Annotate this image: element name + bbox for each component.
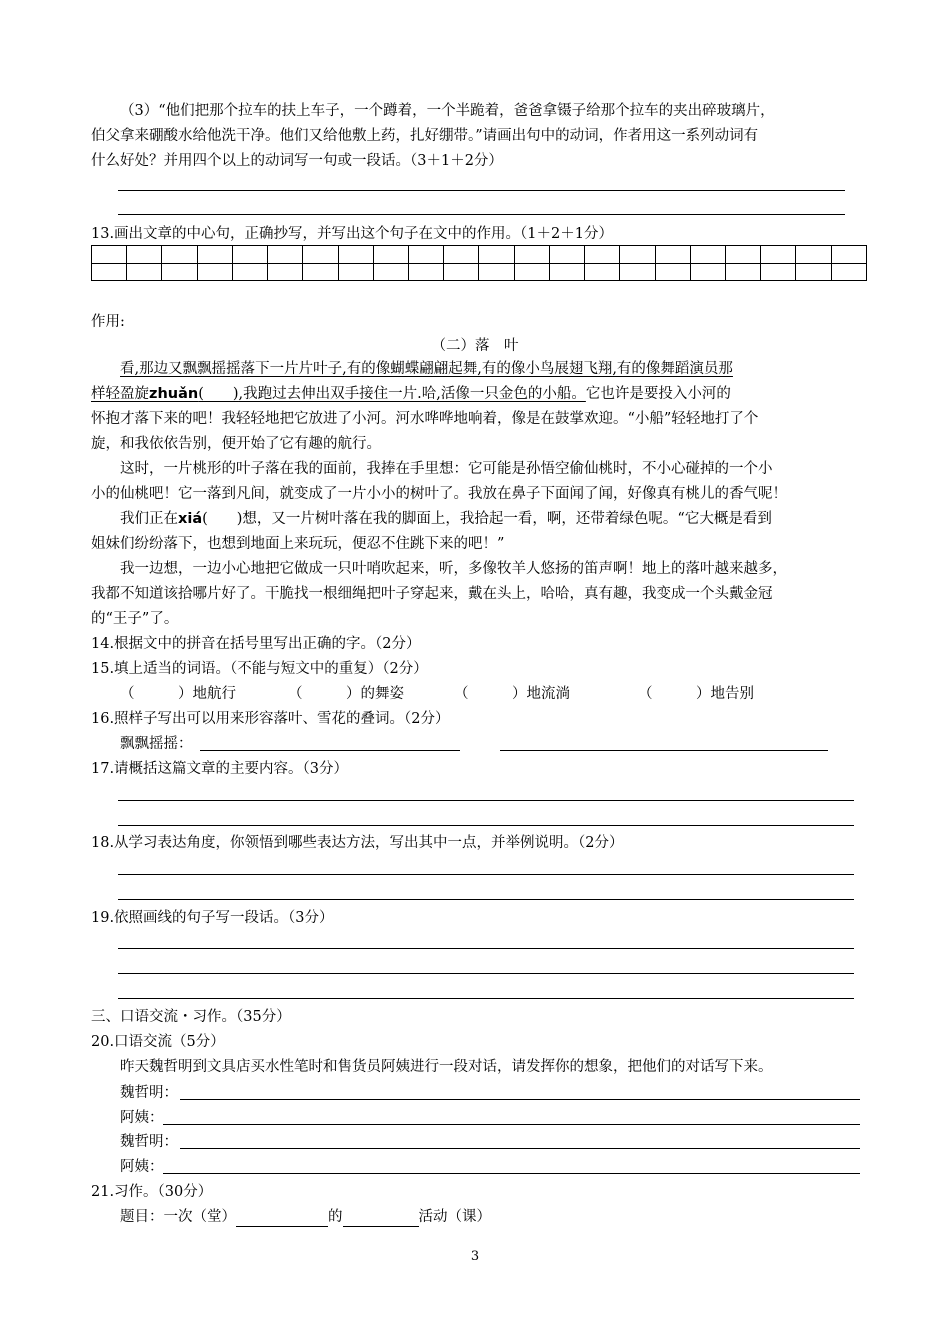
grid-cell[interactable] [197,263,232,281]
grid-cell[interactable] [197,246,232,264]
answer-line[interactable] [118,825,854,826]
grid-cell[interactable] [479,263,514,281]
answer-line[interactable] [118,190,845,191]
grid-cell[interactable] [338,246,373,264]
q17-question: 17.请概括这篇文章的主要内容。（3分） [91,761,349,777]
composition-title [120,1207,491,1227]
q15-item[interactable]: （ ）的舞姿 [288,686,404,702]
grid-cell[interactable] [761,246,796,264]
grid-cell[interactable] [831,263,866,281]
underlined-sentence: 看,那边又飘飘摇摇落下一片片叶子,有的像蝴蝶翩翩起舞,有的像小鸟展翅飞翔,有的像舞蹈演员那 [120,361,733,377]
dialogue-line[interactable] [163,1173,860,1174]
grid-cell[interactable] [831,246,866,264]
grid-cell[interactable] [549,263,584,281]
speaker-label: 魏哲明： [120,1134,178,1150]
grid-cell[interactable] [761,263,796,281]
grid-cell[interactable] [373,246,408,264]
grid-cell[interactable] [408,246,443,264]
q21-question: 21.习作。（30分） [91,1184,213,1200]
grid-cell[interactable] [690,263,725,281]
q15-item[interactable]: （ ）地流淌 [454,686,570,702]
passage-line [91,384,731,404]
grid-cell[interactable] [620,246,655,264]
grid-cell[interactable] [549,246,584,264]
sentence: ( )想，又一片树叶落在我的脚面上，我拾起一看，啊，还带着绿色呢。“它大概是看到 [202,511,772,527]
title-prefix: 题目：一次（堂） [120,1209,236,1225]
underlined-sentence: ,我跑过去伸出双手接住一片.哈,活像一只金色的小船。 [238,386,586,402]
grid-cell[interactable] [338,263,373,281]
q16-question: 16.照样子写出可以用来形容落叶、雪花的叠词。（2分） [91,711,450,727]
effect-label: 作用: [91,314,125,330]
grid-cell[interactable] [585,246,620,264]
answer-line[interactable] [118,973,854,974]
passage-line: 这时，一片桃形的叶子落在我的面前，我捧在手里想：它可能是孙悟空偷仙桃时，不小心碰掉的一个小 [120,461,773,477]
passage-line: 我一边想，一边小心地把它做成一只叶哨吹起来，听，多像牧羊人悠扬的笛声啊！地上的落叶越来越多， [120,561,787,577]
grid-cell[interactable] [373,263,408,281]
grid-cell[interactable] [92,246,127,264]
grid-cell[interactable] [162,246,197,264]
grid-cell[interactable] [655,263,690,281]
grid-cell[interactable] [444,246,479,264]
answer-line[interactable] [118,800,854,801]
passage-line: 我都不知道该拾哪片好了。干脆找一根细绳把叶子穿起来，戴在头上，哈哈，真有趣，我变成一个头戴金冠 [91,586,773,602]
answer-line[interactable] [500,750,828,751]
q20-question: 20.口语交流（5分） [91,1034,225,1050]
q12-3-line2: 伯父拿来硼酸水给他洗干净。他们又给他敷上药，扎好绷带。”请画出句中的动词，作者用这一系列动词有 [91,128,759,144]
passage-line: 怀抱才落下来的吧！我轻轻地把它放进了小河。河水哗哗地响着，像是在鼓掌欢迎。“小船”轻轻地打了个 [91,411,759,427]
sentence: 它也许是要投入小河的 [585,386,731,402]
grid-cell[interactable] [268,246,303,264]
dialogue-line[interactable] [180,1148,860,1149]
passage-line: 的“王子”了。 [91,611,179,627]
grid-cell[interactable] [92,263,127,281]
underlined-sentence: 样轻盈旋 [91,386,149,402]
grid-cell[interactable] [127,263,162,281]
grid-cell[interactable] [162,263,197,281]
grid-row [92,263,867,281]
speaker-label: 阿姨： [120,1110,164,1126]
passage-line [120,509,772,529]
answer-line[interactable] [118,214,845,215]
page-number: 3 [470,1249,480,1264]
q12-3-line1: （3）“他们把那个拉车的扶上车子，一个蹲着，一个半跪着，爸爸拿镊子给那个拉车的夹出碎玻璃片， [120,103,775,119]
q16-example: 飘飘摇摇： [120,736,193,752]
grid-cell[interactable] [585,263,620,281]
grid-cell[interactable] [444,263,479,281]
q18-question: 18.从学习表达角度，你领悟到哪些表达方法，写出其中一点，并举例说明。（2分） [91,835,624,851]
passage-title: （二）落 叶 [431,338,519,354]
grid-cell[interactable] [725,246,760,264]
q15-question: 15.填上适当的词语。（不能与短文中的重复）（2分） [91,661,428,677]
grid-cell[interactable] [303,263,338,281]
grid-cell[interactable] [514,246,549,264]
title-suffix: 活动（课） [418,1209,491,1225]
grid-cell[interactable] [796,263,831,281]
pinyin: zhuǎn [149,386,199,402]
grid-cell[interactable] [655,246,690,264]
q15-item[interactable]: （ ）地告别 [638,686,754,702]
grid-cell[interactable] [303,246,338,264]
answer-line[interactable] [118,874,854,875]
grid-cell[interactable] [620,263,655,281]
speaker-label: 阿姨： [120,1159,164,1175]
passage-line: 姐妹们纷纷落下，也想到地面上来玩玩，便忍不住跳下来的吧！” [91,536,505,552]
grid-cell[interactable] [127,246,162,264]
speaker-label: 魏哲明： [120,1085,178,1101]
grid-cell[interactable] [725,263,760,281]
grid-cell[interactable] [232,263,267,281]
title-mid: 的 [328,1209,343,1225]
answer-line[interactable] [200,750,460,751]
grid-cell[interactable] [479,246,514,264]
answer-bracket[interactable]: ( ) [198,386,239,402]
title-blank[interactable] [343,1210,419,1227]
grid-cell[interactable] [408,263,443,281]
grid-cell[interactable] [690,246,725,264]
grid-cell[interactable] [796,246,831,264]
q20-prompt: 昨天魏哲明到文具店买水性笔时和售货员阿姨进行一段对话，请发挥你的想象，把他们的对话写下来。 [120,1059,773,1075]
copy-grid[interactable] [91,245,867,281]
answer-line[interactable] [118,948,854,949]
sentence: 我们正在 [120,511,178,527]
answer-line[interactable] [118,998,854,999]
dialogue-line[interactable] [180,1099,860,1100]
q15-item[interactable]: （ ）地航行 [120,686,236,702]
section-heading: 三、口语交流・习作。（35分） [91,1009,291,1025]
q19-question: 19.依照画线的句子写一段话。（3分） [91,910,334,926]
passage-line: 旋，和我依依告别，便开始了它有趣的航行。 [91,436,381,452]
grid-row [92,246,867,264]
grid-cell[interactable] [232,246,267,264]
dialogue-line[interactable] [163,1124,860,1125]
passage-line: 小的仙桃吧！它一落到凡间，就变成了一片小小的树叶了。我放在鼻子下面闻了闻，好像真有桃儿的香气呢！ [91,486,787,502]
grid-cell[interactable] [514,263,549,281]
grid-cell[interactable] [268,263,303,281]
q12-3-line3: 什么好处？并用四个以上的动词写一句或一段话。（3＋1＋2分） [91,153,503,169]
answer-line[interactable] [118,899,854,900]
title-blank[interactable] [236,1210,328,1227]
pinyin: xiá [178,511,203,527]
q14-question: 14.根据文中的拼音在括号里写出正确的字。（2分） [91,636,421,652]
q13-question: 13.画出文章的中心句，正确抄写，并写出这个句子在文中的作用。（1＋2＋1分） [91,226,613,242]
